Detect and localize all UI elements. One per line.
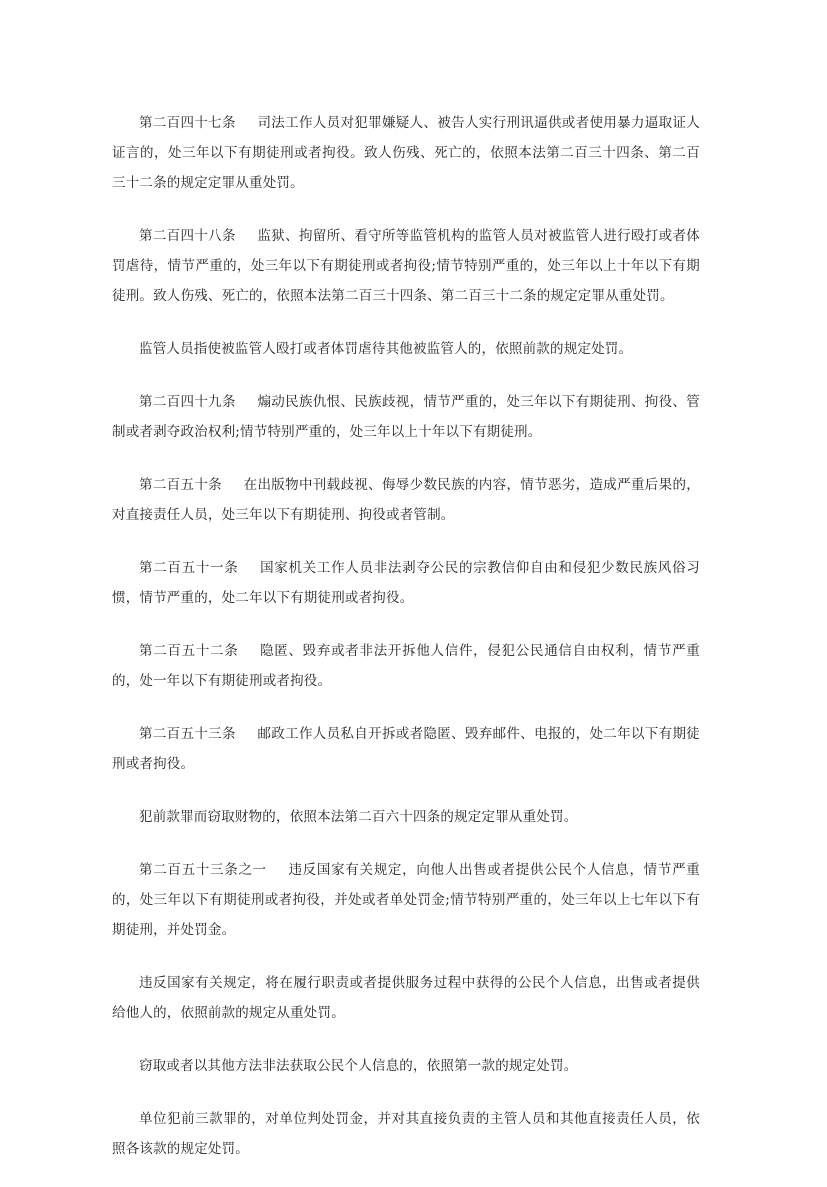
- paragraph: [112, 334, 700, 364]
- article-number: 第二百五十一条: [139, 560, 239, 576]
- paragraph-text: 监狱、拘留所、看守所等监管机构的监管人员对被监管人进行殴打或者体罚虐待，情节严重的，处三年以下有期徒刑或者拘役;情节特别严重的，处三年以上十年以下有期徒刑。致人伤残、死亡的，依照本法第二百三十四条、第二百三十二条的规定定罪从重处罚。: [112, 228, 700, 304]
- article-number: 第二百五十三条: [139, 726, 236, 742]
- paragraph-text: 在出版物中刊载歧视、侮辱少数民族的内容，情节恶劣，造成严重后果的，对直接责任人员，处三年以下有期徒刑、拘役或者管制。: [112, 477, 700, 523]
- paragraph-text: 监管人员指使被监管人殴打或者体罚虐待其他被监管人的，依照前款的规定处罚。: [139, 341, 633, 357]
- paragraph: [112, 108, 700, 198]
- paragraph: [112, 221, 700, 311]
- paragraph: [112, 1104, 700, 1164]
- paragraph-text: 违反国家有关规定，向他人出售或者提供公民个人信息，情节严重的，处三年以下有期徒刑或者拘役，并处或者单处罚金;情节特别严重的，处三年以上七年以下有期徒刑，并处罚金。: [112, 862, 700, 938]
- article-number: 第二百五十三条之一: [139, 862, 267, 878]
- paragraph-text: 隐匿、毁弃或者非法开拆他人信件，侵犯公民通信自由权利，情节严重的，处一年以下有期徒刑或者拘役。: [112, 643, 701, 689]
- paragraph: [112, 802, 700, 832]
- paragraph: [112, 470, 700, 530]
- paragraph: [112, 636, 700, 696]
- paragraph-text: 司法工作人员对犯罪嫌疑人、被告人实行刑讯逼供或者使用暴力逼取证人证言的，处三年以下有期徒刑或者拘役。致人伤残、死亡的，依照本法第二百三十四条、第二百三十二条的规定定罪从重处罚。: [112, 115, 700, 191]
- paragraph: [112, 719, 700, 779]
- article-number: 第二百四十七条: [139, 115, 236, 131]
- document-body: [112, 108, 700, 1187]
- paragraph: [112, 387, 700, 447]
- paragraph-text: 违反国家有关规定，将在履行职责或者提供服务过程中获得的公民个人信息，出售或者提供给他人的，依照前款的规定从重处罚。: [112, 975, 700, 1021]
- paragraph-text: 犯前款罪而窃取财物的，依照本法第二百六十四条的规定定罪从重处罚。: [139, 809, 578, 825]
- paragraph-text: 窃取或者以其他方法非法获取公民个人信息的，依照第一款的规定处罚。: [139, 1058, 578, 1074]
- paragraph: [112, 855, 700, 945]
- article-number: 第二百五十条: [139, 477, 223, 493]
- article-number: 第二百四十八条: [139, 228, 236, 244]
- article-number: 第二百五十二条: [139, 643, 239, 659]
- paragraph: [112, 1051, 700, 1081]
- paragraph-text: 煽动民族仇恨、民族歧视，情节严重的，处三年以下有期徒刑、拘役、管制或者剥夺政治权利;情节特别严重的，处三年以上十年以下有期徒刑。: [112, 394, 700, 440]
- paragraph-text: 国家机关工作人员非法剥夺公民的宗教信仰自由和侵犯少数民族风俗习惯，情节严重的，处二年以下有期徒刑或者拘役。: [112, 560, 701, 606]
- paragraph-text: 邮政工作人员私自开拆或者隐匿、毁弃邮件、电报的，处二年以下有期徒刑或者拘役。: [112, 726, 700, 772]
- paragraph-text: 单位犯前三款罪的，对单位判处罚金，并对其直接负责的主管人员和其他直接责任人员，依照各该款的规定处罚。: [112, 1111, 700, 1157]
- paragraph: [112, 968, 700, 1028]
- paragraph: [112, 553, 700, 613]
- article-number: 第二百四十九条: [139, 394, 236, 410]
